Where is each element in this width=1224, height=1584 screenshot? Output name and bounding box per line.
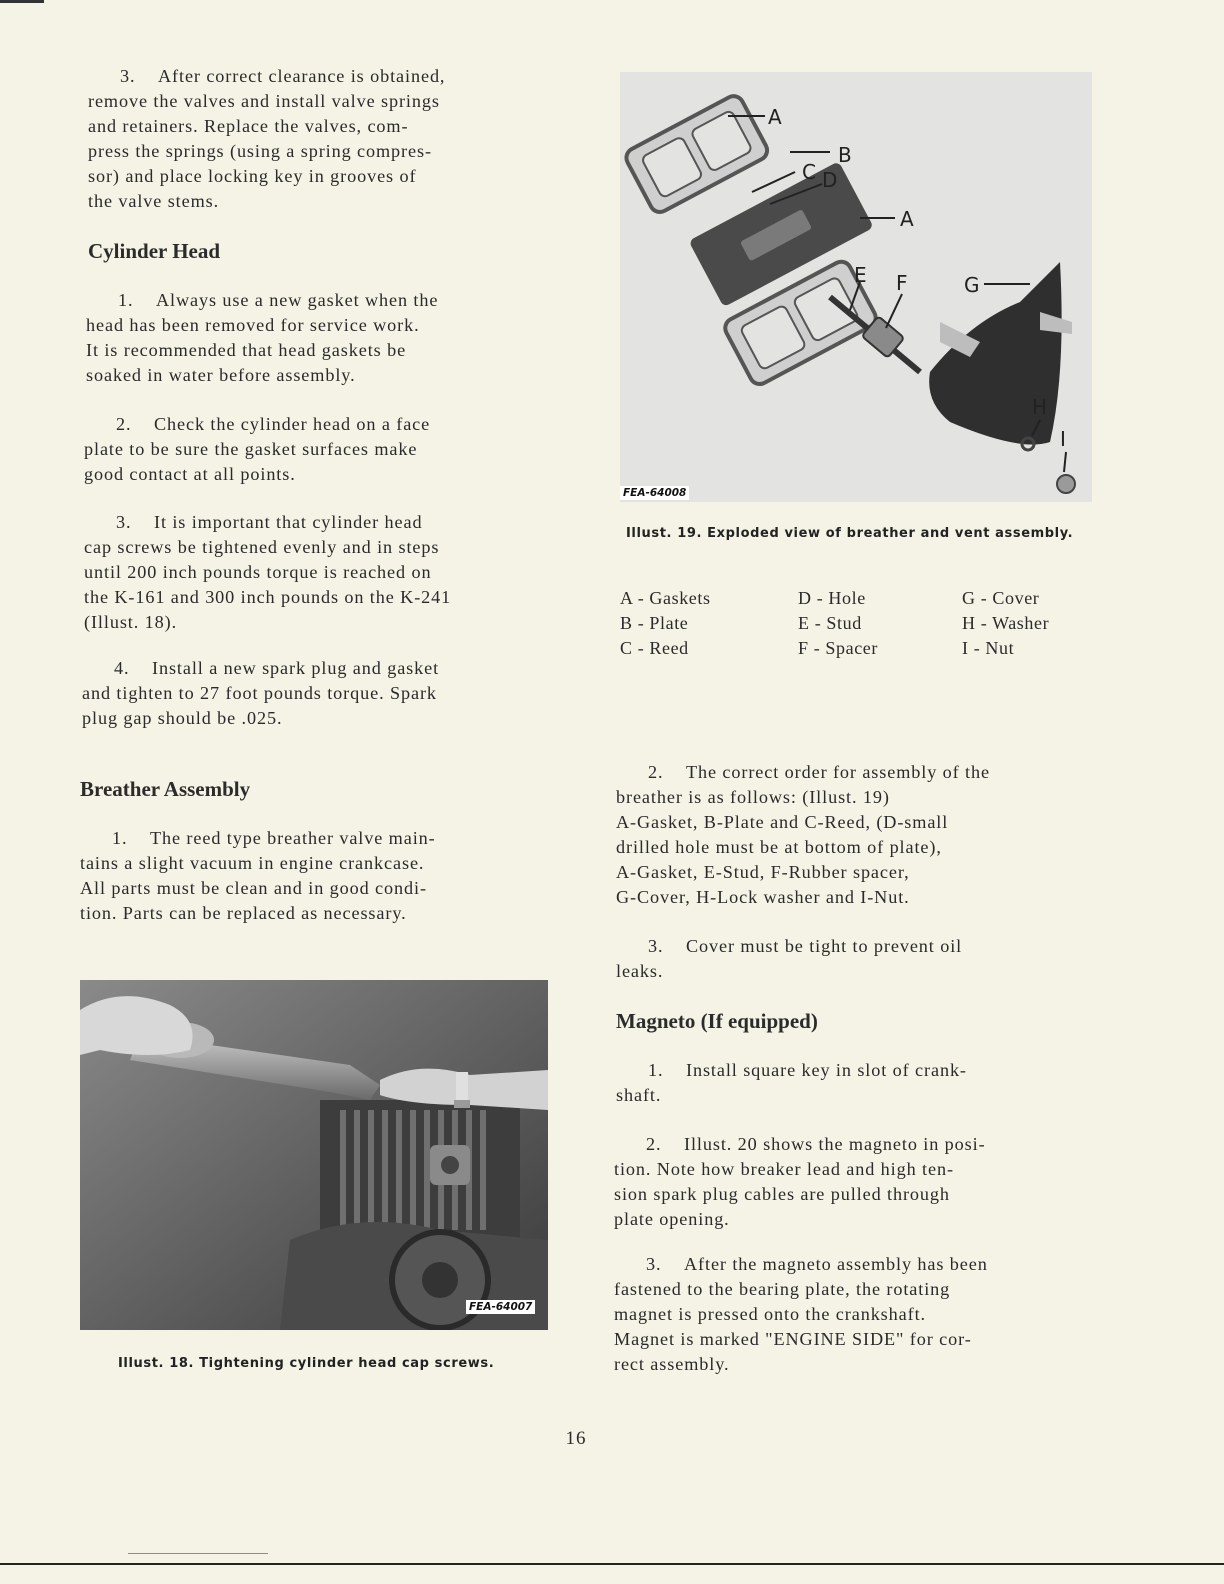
breather-exploded-diagram	[620, 72, 1092, 502]
breather-step-3: 3. Cover must be tight to prevent oil leaks.	[616, 936, 963, 981]
heading-breather-assembly: Breather Assembly	[80, 777, 251, 801]
legend-row: B - Plate E - Stud H - Washer	[620, 613, 1050, 633]
label-f: F	[896, 271, 908, 295]
cylinder-step-4: 4. Install a new spark plug and gasket and tighten to 27 foot pounds torque. Spark plug gap should be .025.	[82, 658, 440, 728]
label-c: C	[802, 160, 816, 184]
magneto-step-2: 2. Illust. 20 shows the magneto in posi- tion. Note how breaker lead and high ten- sion spark plug cables are pulled through plate opening.	[614, 1134, 986, 1229]
label-e: E	[854, 263, 867, 287]
nut-shape	[1057, 475, 1075, 493]
fig19-code-tag: FEA-64008	[620, 486, 689, 500]
legend-row: A - Gaskets D - Hole G - Cover	[620, 588, 1040, 608]
breather-step-2: 2. The correct order for assembly of the breather is as follows: (Illust. 19) A-Gasket, B-Plate and C-Reed, (D-small drilled hole must be at bottom of plate), A-Gasket, E-Stud, F-Rubber spacer, G-Cover, H-Lock washer and I-Nut.	[616, 762, 990, 907]
heading-cylinder-head: Cylinder Head	[88, 239, 221, 263]
fig18-code-tag: FEA-64007	[466, 1300, 535, 1314]
engine-wrench-photo	[80, 980, 548, 1330]
label-d: D	[822, 168, 838, 192]
label-a-top: A	[768, 105, 782, 129]
label-h: H	[1032, 395, 1048, 419]
label-i: I	[1060, 427, 1066, 451]
cylinder-step-1: 1. Always use a new gasket when the head has been removed for service work. It is recommended that head gaskets be soaked in water before assembly.	[86, 290, 439, 385]
breather-step-1: 1. The reed type breather valve main- tains a slight vacuum in engine crankcase. All parts must be clean and in good condi- tion. Parts can be replaced as necessary.	[80, 828, 436, 923]
legend-row: C - Reed F - Spacer I - Nut	[620, 638, 1015, 658]
label-g: G	[964, 273, 980, 297]
bottom-edge-mark	[128, 1553, 268, 1554]
bottom-edge-rule	[0, 1563, 1224, 1565]
illust-19-exploded-view	[620, 72, 1092, 502]
magneto-step-1: 1. Install square key in slot of crank- shaft.	[616, 1060, 967, 1105]
label-b: B	[838, 143, 852, 167]
parts-legend	[620, 588, 1100, 663]
cylinder-step-3: 3. It is important that cylinder head cap screws be tightened evenly and in steps until 200 inch pounds torque is reached on the K-161 and 300 inch pounds on the K-241 (Illust. 18).	[84, 512, 452, 632]
cylinder-step-2: 2. Check the cylinder head on a face plate to be sure the gasket surfaces make good contact at all points.	[84, 414, 431, 484]
illust-19-caption: Illust. 19. Exploded view of breather and vent assembly.	[626, 526, 1074, 541]
step-number: 3.	[120, 66, 136, 86]
label-a-bottom: A	[900, 207, 914, 231]
valves-paragraph: 3. After correct clearance is obtained, remove the valves and install valve springs and retainers. Replace the valves, com- press the springs (using a spring compres- sor) and place locking key in grooves of the valve stems.	[88, 66, 446, 211]
top-edge-rule	[0, 0, 44, 3]
page-number: 16	[565, 1428, 587, 1449]
magneto-step-3: 3. After the magneto assembly has been fastened to the bearing plate, the rotating magnet is pressed onto the crankshaft. Magnet is marked "ENGINE SIDE" for cor- rect assembly.	[614, 1254, 988, 1374]
illust-18-photo	[80, 980, 548, 1330]
heading-magneto: Magneto (If equipped)	[616, 1009, 818, 1033]
illust-18-caption: Illust. 18. Tightening cylinder head cap screws.	[118, 1356, 495, 1371]
